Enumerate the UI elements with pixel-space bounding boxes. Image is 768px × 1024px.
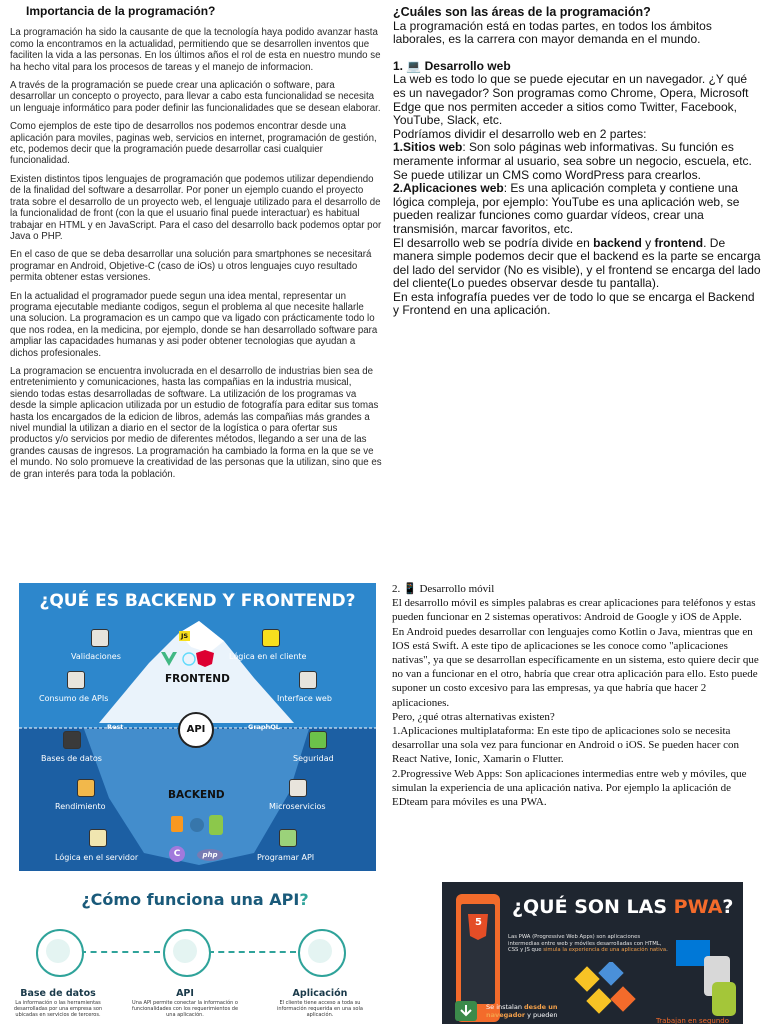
label-validaciones: Validaciones <box>71 652 121 661</box>
label-microservicios: Microservicios <box>269 802 326 811</box>
download-icon <box>454 1000 478 1022</box>
text-run: El desarrollo web se podría divide en <box>393 235 594 250</box>
api-title-question-mark: ? <box>299 890 309 909</box>
api-node-description: La información o las herramientas desarrolladas por una empresa son ubicadas en servicios de terceros. <box>13 1000 103 1018</box>
pwa-title-end: ? <box>722 896 734 918</box>
aplicaciones-web-label: 2.Aplicaciones web <box>393 181 504 196</box>
frontend-term: frontend <box>654 235 704 250</box>
section-title-importancia: Importancia de la programación? <box>26 4 216 18</box>
pwa-install-text <box>486 1003 576 1019</box>
node-icon <box>209 815 223 835</box>
python-icon <box>190 818 204 832</box>
left-column <box>10 6 382 487</box>
c-sharp-badge: C <box>169 846 185 862</box>
html5-badge-number: 5 <box>475 917 482 928</box>
server-logic-icon <box>89 829 107 847</box>
api-node-description: Una API permite conectar la información o funcionalidades con los requerimientos de una aplicación. <box>131 1000 239 1018</box>
frontend-framework-icons <box>159 649 219 667</box>
pwa-desc-end: . <box>666 947 668 954</box>
backend-term: backend <box>593 235 642 250</box>
android-icon <box>712 982 736 1016</box>
pwa-desc-text: Las PWA (Progressive Web Apps) son aplicaciones intermedias entre web y móviles desarrolladas con HTML, CSS y JS que <box>508 934 662 954</box>
js-badge: JS <box>181 632 189 640</box>
mobile-dev-heading: 2. 📱 Desarrollo móvil <box>392 583 495 595</box>
label-seguridad: Seguridad <box>293 754 334 763</box>
api-programming-icon <box>279 829 297 847</box>
pwa-foot-accent: desde un navegador <box>486 1003 558 1019</box>
cubes-illustration <box>572 962 642 1024</box>
paragraph: 2.Progressive Web Apps: Son aplicaciones intermedias entre web y móviles, que simulan la experiencia de una aplicación nativa. Por ejemplo la aplicación de EDteam para móviles es una PWA. <box>392 767 747 809</box>
api-node-description: El cliente tiene acceso a toda su información requerida en una sola aplicación. <box>277 1000 363 1018</box>
pwa-infographic <box>442 882 743 1024</box>
pwa-foot-text: Se instalan <box>486 1003 525 1011</box>
vue-icon <box>161 652 177 666</box>
label-programar-api: Programar API <box>257 853 315 862</box>
paragraph: La programacion se encuentra involucrada en el desarrollo de industrias bien sea de entretenimiento y comunicaciones, hasta las compañias en la industria musical, siendo todas estas desarrolladas de software. La utilización de los programas va desde la simple aplicacion utilizada por un estudio de fotografía para editar sus tomas hasta los encargados de la edicion de libros, además las compañias más grandes a nivel mundial la utilizan a diario en el sector de la logística o para ofertar sus productos y/o servicios por medio de diferentes métodos, llegando a ser una de las grandes causas de ingresos. La programación ha cambiado la forma en la que se ve el mundo. No solo promueve la creatividad de las personas que la utilizan, sino que es de gran interés para toda la población. <box>10 365 382 480</box>
pwa-foot-end: y pueden <box>525 1011 558 1019</box>
pwa-background-text: Trabajan en segundo <box>656 1017 730 1024</box>
backend-language-icons <box>169 813 229 839</box>
angular-icon <box>196 650 214 667</box>
paragraph: En Android puedes desarrollar con lenguajes como Kotlin o Java, mientras que en IOS está Swift. A este tipo de aplicaciones se les conoce como "aplicaciones nativas", ya que se desarrollan específicamente en un sistema, esto quiere decir que no van a funcionar en el otro, habría que crear otra aplicación para ello. Esto puede suponer un costo excesivo para las empresas, ya que habría que hacer 2 aplicaciones. <box>392 625 759 709</box>
label-bases-datos: Bases de datos <box>41 754 102 763</box>
paragraph-aplicaciones-web <box>393 182 761 236</box>
js-file-icon <box>262 629 280 647</box>
api-circle: API <box>178 712 214 748</box>
paragraph: El desarrollo móvil es simples palabras es crear aplicaciones para teléfonos y estas pueden funcionar en 2 sistemas operativos: Android de Google y iOS de Apple. <box>392 597 756 624</box>
pwa-desc-accent: simula la experiencia de una aplicación nativa <box>543 947 667 954</box>
microservices-icon <box>289 779 307 797</box>
pwa-title <box>512 896 733 918</box>
paragraph: La web es todo lo que se puede ejecutar en un navegador. ¿Y qué es un navegador? Son programas como Chrome, Opera, Microsoft Edge que nos permiten acceder a sitios como Twitter, Facebook, YouTube, Slack, etc. <box>393 72 749 128</box>
paragraph-sitios-web <box>393 141 761 182</box>
api-connector-line <box>80 951 160 953</box>
monitor-icon <box>308 939 332 963</box>
backend-frontend-infographic <box>19 583 376 871</box>
frontend-label: FRONTEND <box>165 673 230 685</box>
api-node <box>163 929 211 977</box>
paragraph: Existen distintos tipos lenguajes de programación que podemos utilizar dependiendo de la finalidad del software a desarrollar. Por poner un ejemplo cuando el proyecto trata sobre el desarrollo de un proyecto web, el lenguaje utilizado para el desarrollo de la funcionalidad de front (con la que el usuario final puede interactuar) es habitual trabajar en HTML y en JavaScript. Para el caso del desarrollo back podemos optar por Java o PHP. <box>10 173 382 242</box>
rest-label: Rest <box>107 723 124 731</box>
performance-icon <box>77 779 95 797</box>
gear-icon <box>173 939 197 963</box>
sitios-web-label: 1.Sitios web <box>393 140 463 155</box>
pwa-title-accent: PWA <box>673 896 723 918</box>
api-infographic-title <box>0 890 390 909</box>
paragraph: La programación ha sido la causante de que la tecnología haya podido avanzar hasta como la encontramos en la actualidad, permitiendo que se desarrollen inventos que faciliten la vida a las personas. En los últimos años el rol de esta en nuestro mundo se ha hecho vital para los procesos de tareas y el manejo de informacion. <box>10 27 381 73</box>
php-badge: php <box>197 849 223 861</box>
api-node-caption: Base de datos <box>20 988 96 999</box>
paragraph: Podríamos dividir el desarrollo web en 2 partes: <box>393 126 647 141</box>
label-rendimiento: Rendimiento <box>55 802 106 811</box>
sitios-web-text: : Son solo páginas web informativas. Su función es meramente informar al usuario, sea sobre un negocio, escuela, etc. Se puede utilizar un CMS como WordPress para crearlos. <box>393 140 752 182</box>
paragraph-backend-frontend <box>393 237 761 291</box>
api-node-caption: Aplicación <box>292 988 348 999</box>
web-interface-icon <box>299 671 317 689</box>
paragraph: En esta infografía puedes ver de todo lo que se encarga el Backend y Frontend en una aplicación. <box>393 289 755 318</box>
label-logica-cliente: Lógica en el cliente <box>229 652 307 661</box>
database-icon <box>63 731 81 749</box>
graphql-label: GraphQL <box>248 723 280 731</box>
api-connector-line <box>208 951 296 953</box>
shield-icon <box>309 731 327 749</box>
label-consumo-apis: Consumo de APIs <box>39 694 109 703</box>
text-run: . De manera simple podemos decir que el backend es la parte se encarga del lado del servidor (No es visible), y el frontend se encarga del lado del cliente(Lo puedes observar desde tu pantalla). <box>393 235 761 291</box>
checklist-icon <box>91 629 109 647</box>
paragraph: Pero, ¿qué otras alternativas existen? <box>392 710 555 723</box>
aplicaciones-web-text: : Es una aplicación completa y contiene una lógica compleja, por ejemplo: YouTube es una aplicación web, se pueden realizar funciones como guardar vídeos, crear una transmisión, marcar favoritos, etc. <box>393 181 740 236</box>
backend-label: BACKEND <box>168 789 225 801</box>
paragraph: En la actualidad el programador puede segun una idea mental, representar un programa ejecutable mediante codigos, segun el problema al que necesite hallarle una solucion. La programacion es un campo que va ligado con prácticamente todo lo que nos rodea, en la medicina, por ejemplo, donde se han desarrollado software para ampliar las capacidades humanas y asi poder obtener tecnologias que ayudan a dichos profesionales. <box>10 290 378 359</box>
java-icon <box>171 816 183 832</box>
paragraph: A través de la programación se puede crear una aplicación o software, para desarrollar un concepto o proyecto, para llevar a cabo esta funcionalidad se necesita un lenguaje informático para poder definir las funcionalidades que se desean elaborar. <box>10 80 381 114</box>
react-icon <box>183 653 195 665</box>
database-icon <box>46 939 70 963</box>
label-interface-web: Interface web <box>277 694 332 703</box>
mobile-dev-section <box>392 582 764 809</box>
web-dev-heading: 1. 💻 Desarrollo web <box>393 58 511 73</box>
intro-paragraph: La programación está en todas partes, en todos los ámbitos laborales, es la carrera con mayor demanda en el mundo. <box>393 18 712 47</box>
api-node-caption: API <box>176 988 194 999</box>
text-run: y <box>641 235 655 250</box>
api-consumption-icon <box>67 671 85 689</box>
database-node <box>36 929 84 977</box>
devices-illustration <box>674 936 740 1022</box>
paragraph: 1.Aplicaciones multiplataforma: En este tipo de aplicaciones solo se necesita desarrollar una sola vez para funcionar en Android o iOS. Se pueden hacer con React Native, Ionic, Xamarin o Flutter. <box>392 725 739 766</box>
section-title-areas: ¿Cuáles son las áreas de la programación? <box>393 5 651 19</box>
paragraph: Como ejemplos de este tipo de desarrollos nos podemos encontrar desde una aplicación para moviles, paginas web, servicios en internet, programación de gestión, etc, podemos decir que la programación puede desarrollar casi cualquier funcionalidad. <box>10 121 377 167</box>
api-title-text: ¿Cómo funciona una API <box>81 890 300 909</box>
right-column <box>393 6 761 318</box>
pwa-title-text: ¿QUÉ SON LAS <box>512 896 674 918</box>
application-node <box>298 929 346 977</box>
paragraph: En el caso de que se deba desarrollar una solución para smartphones se necesitará programar en Android, Objetive-C (caso de iOs) u otros lenguajes cuyo resultado permita obtener estas versiones. <box>10 249 372 284</box>
infographic-title: ¿QUÉ ES BACKEND Y FRONTEND? <box>39 591 356 611</box>
pwa-description <box>508 934 668 954</box>
label-logica-servidor: Lógica en el servidor <box>55 853 139 862</box>
